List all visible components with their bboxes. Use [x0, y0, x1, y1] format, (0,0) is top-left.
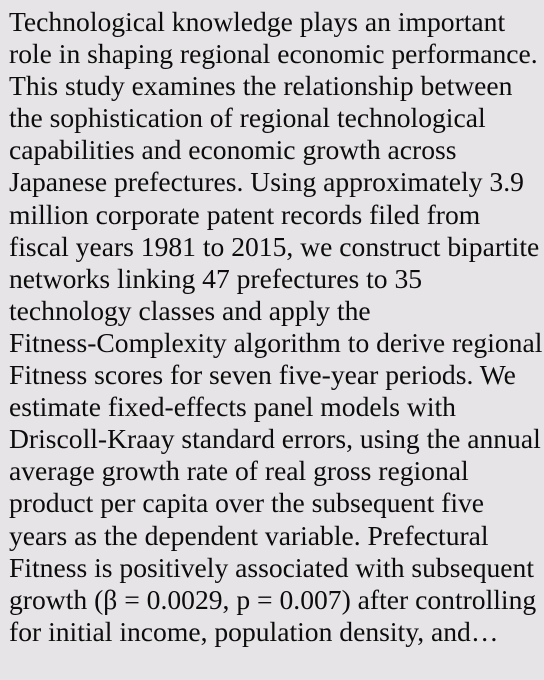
abstract-line-14: Driscoll-Kraay standard errors, using the annual	[9, 423, 541, 455]
abstract-line-5: capabilities and economic growth across	[9, 134, 457, 166]
abstract-line-1: Technological knowledge plays an important	[9, 6, 506, 37]
abstract-line-15: average growth rate of real gross regional	[9, 455, 469, 487]
abstract-line-20: for initial income, population density, and…	[9, 615, 499, 647]
abstract-line-6: Japanese prefectures. Using approximately 3.9	[9, 166, 524, 198]
abstract-line-16: product per capita over the subsequent five	[9, 487, 485, 519]
abstract-line-3: This study examines the relationship between	[9, 70, 513, 102]
abstract-line-11: Fitness-Complexity algorithm to derive regional	[9, 326, 543, 358]
abstract-paragraph	[9, 6, 543, 648]
abstract-line-13: estimate fixed-effects panel models with	[9, 391, 456, 423]
abstract-line-2: role in shaping regional economic performance.	[9, 38, 538, 70]
abstract-line-19: growth (β = 0.0029, p = 0.007) after controlling	[9, 583, 537, 615]
abstract-line-8: fiscal years 1981 to 2015, we construct bipartite	[9, 230, 540, 262]
abstract-line-10: technology classes and apply the	[9, 294, 371, 326]
abstract-line-17: years as the dependent variable. Prefectural	[9, 519, 489, 551]
abstract-line-4: the sophistication of regional technological	[9, 102, 486, 134]
abstract-line-9: networks linking 47 prefectures to 35	[9, 262, 423, 294]
abstract-line-7: million corporate patent records filed from	[9, 198, 481, 230]
abstract-line-18: Fitness is positively associated with subsequent	[9, 551, 535, 583]
abstract-line-12: Fitness scores for seven five-year periods. We	[9, 359, 516, 391]
